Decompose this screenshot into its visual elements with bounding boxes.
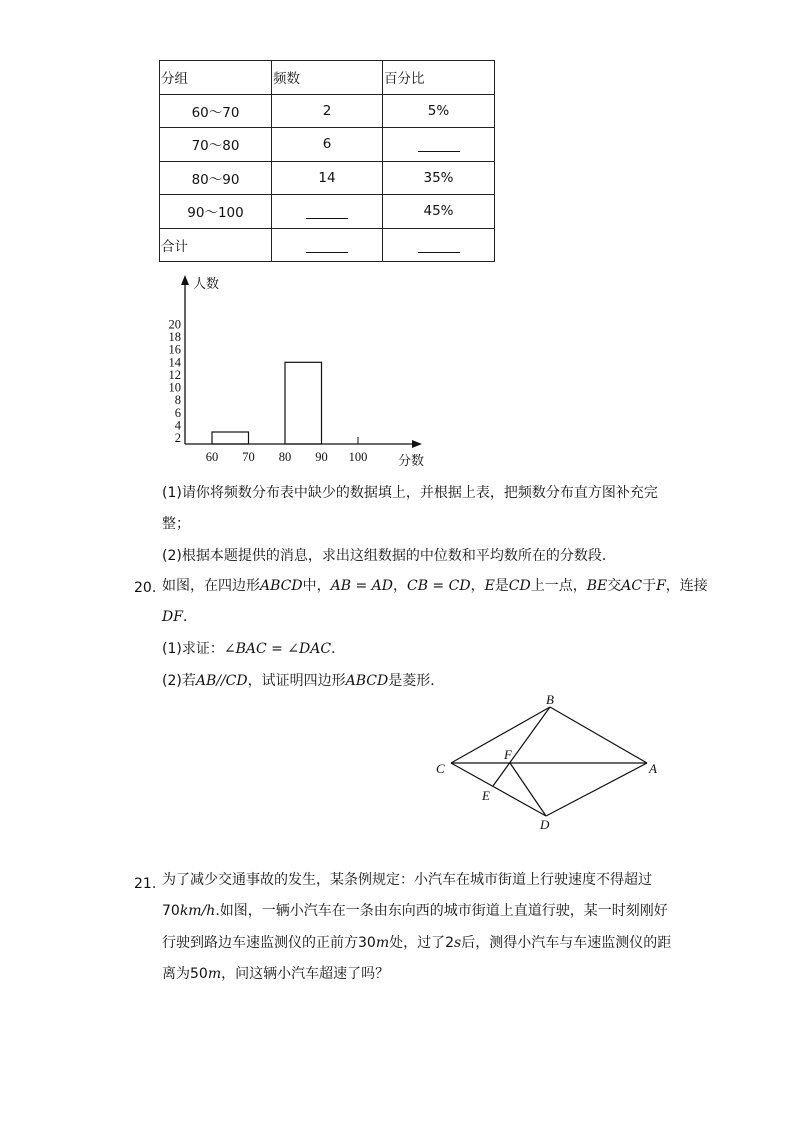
group-cell: 60～70: [160, 94, 272, 128]
text: 交: [607, 578, 622, 594]
q20-number: 20.: [134, 580, 157, 596]
text: (2)若: [162, 673, 196, 689]
y-tick-label: 2: [174, 431, 181, 445]
math: AB//CD: [195, 673, 248, 689]
label-d: D: [540, 817, 550, 832]
text: (1)求证：: [162, 641, 224, 657]
pct-cell: 35%: [383, 161, 495, 195]
text: ，: [470, 578, 485, 594]
text: 于: [642, 578, 657, 594]
group-cell: 90～100: [160, 195, 272, 229]
freq-cell: 2: [272, 94, 383, 128]
segment-ad: [546, 763, 647, 816]
x-axis-label: 分数: [398, 453, 425, 468]
x-tick-label: 60: [205, 450, 219, 464]
x-tick-label: 70: [242, 450, 255, 464]
y-tick-label: 6: [174, 405, 181, 420]
text: 如图，在四边形: [162, 578, 260, 594]
answer-blank[interactable]: [418, 137, 460, 152]
math: CB = CD: [406, 578, 471, 594]
freq-blank-cell: [272, 195, 383, 229]
frequency-histogram: [160, 272, 450, 472]
text: 50: [190, 966, 208, 982]
table-total-row: [160, 228, 495, 262]
q19-part1-line1: (1)请你将频数分布表中缺少的数据填上，并根据上表，把频数分布直方图补充完: [162, 485, 658, 501]
text: 30: [358, 935, 376, 951]
math: m: [375, 935, 390, 951]
math: E: [484, 578, 495, 594]
text: .如图，一辆小汽车在一条由东向西的城市街道上直道行驶，某一时刻刚好: [215, 903, 668, 919]
q21-line4: [162, 964, 389, 984]
answer-blank[interactable]: [418, 238, 460, 253]
x-tick-label: 80: [278, 450, 292, 464]
answer-blank[interactable]: [306, 204, 348, 219]
histogram-bar: [285, 362, 322, 444]
x-tick-label: 90: [315, 450, 328, 464]
segment-cb: [451, 707, 550, 763]
total-freq-blank-cell: [272, 228, 383, 262]
text: 2: [445, 935, 455, 951]
y-tick-label: 4: [174, 418, 181, 433]
y-tick-label: 20: [168, 317, 181, 332]
text: 是: [494, 578, 509, 594]
text: 行驶到路边车速监测仪的正前方: [162, 935, 358, 951]
math: ABCD: [345, 673, 389, 689]
text: 70: [162, 903, 180, 919]
q21-line2: [162, 901, 668, 921]
pct-blank-cell: [383, 128, 495, 162]
math: km/h: [179, 903, 216, 919]
segment-ba: [550, 707, 647, 763]
math: AC: [621, 578, 643, 594]
group-cell: 70～80: [160, 128, 272, 162]
table-row: [160, 128, 495, 162]
y-tick-label: 18: [168, 330, 181, 345]
text: ，试证明四边形: [247, 673, 346, 689]
pct-cell: 5%: [383, 94, 495, 128]
math: BE: [586, 578, 608, 594]
math: m: [207, 966, 222, 982]
q20-part2: [162, 671, 444, 691]
text: 处，过了: [389, 935, 446, 951]
label-c: C: [436, 761, 445, 776]
header-frequency: 频数: [272, 61, 383, 95]
label-b: B: [546, 692, 554, 707]
segment-be: [493, 707, 550, 786]
group-cell: 80～90: [160, 161, 272, 195]
table-row: [160, 161, 495, 195]
header-group: 分组: [160, 61, 272, 95]
y-axis-label: 人数: [193, 276, 220, 291]
rhombus-figure: [425, 692, 675, 837]
table-row: [160, 94, 495, 128]
label-a: A: [649, 761, 657, 776]
label-e: E: [482, 788, 490, 803]
y-tick-label: 12: [168, 367, 181, 382]
frequency-table: [159, 60, 495, 262]
y-tick-label: 16: [168, 342, 181, 357]
q21-line3: [162, 933, 671, 953]
y-tick-label: 8: [174, 393, 181, 408]
text: ．: [331, 641, 346, 657]
text: 是菱形．: [388, 673, 445, 689]
q20-stem-line1: [162, 576, 708, 596]
header-percentage: 百分比: [383, 61, 495, 95]
y-axis-arrow: [181, 275, 189, 285]
table-header-row: [160, 61, 495, 95]
math: DF: [162, 609, 183, 625]
label-f: F: [504, 747, 512, 762]
q19-part2: (2)根据本题提供的消息，求出这组数据的中位数和平均数所在的分数段．: [162, 548, 616, 564]
y-tick-label: 10: [168, 380, 181, 395]
segment-dc: [451, 763, 546, 816]
q20-part1: [162, 639, 345, 659]
table-row: [160, 195, 495, 229]
math: F: [656, 578, 666, 594]
x-tick-label: 100: [348, 450, 368, 464]
x-axis-arrow: [412, 440, 422, 448]
freq-cell: 14: [272, 161, 383, 195]
text: ，连接: [665, 578, 708, 594]
math: s: [454, 935, 462, 951]
segment-df: [510, 763, 546, 816]
text: 后，测得小汽车与车速监测仪的距: [461, 935, 672, 951]
q19-part1-line2: 整；: [162, 516, 190, 532]
text: ，问这辆小汽车超速了吗？: [221, 966, 390, 982]
q20-stem-line2: [162, 607, 197, 627]
histogram-bar: [212, 432, 249, 444]
q21-line1: 为了减少交通事故的发生，某条例规定：小汽车在城市街道上行驶速度不得超过: [162, 872, 652, 888]
pct-cell: 45%: [383, 195, 495, 229]
text: 离为: [162, 966, 190, 982]
math: CD: [508, 578, 531, 594]
y-tick-label: 14: [168, 355, 181, 370]
q21-number: 21.: [134, 876, 157, 892]
math: ∠BAC = ∠DAC: [223, 641, 332, 657]
total-pct-blank-cell: [383, 228, 495, 262]
math: ABCD: [260, 578, 303, 594]
text: ，: [392, 578, 407, 594]
freq-cell: 6: [272, 128, 383, 162]
math: AB = AD: [330, 578, 393, 594]
text: ．: [182, 609, 197, 625]
text: 中，: [302, 578, 331, 594]
answer-blank[interactable]: [306, 238, 348, 253]
total-label: 合计: [160, 228, 272, 262]
text: 上一点，: [530, 578, 587, 594]
